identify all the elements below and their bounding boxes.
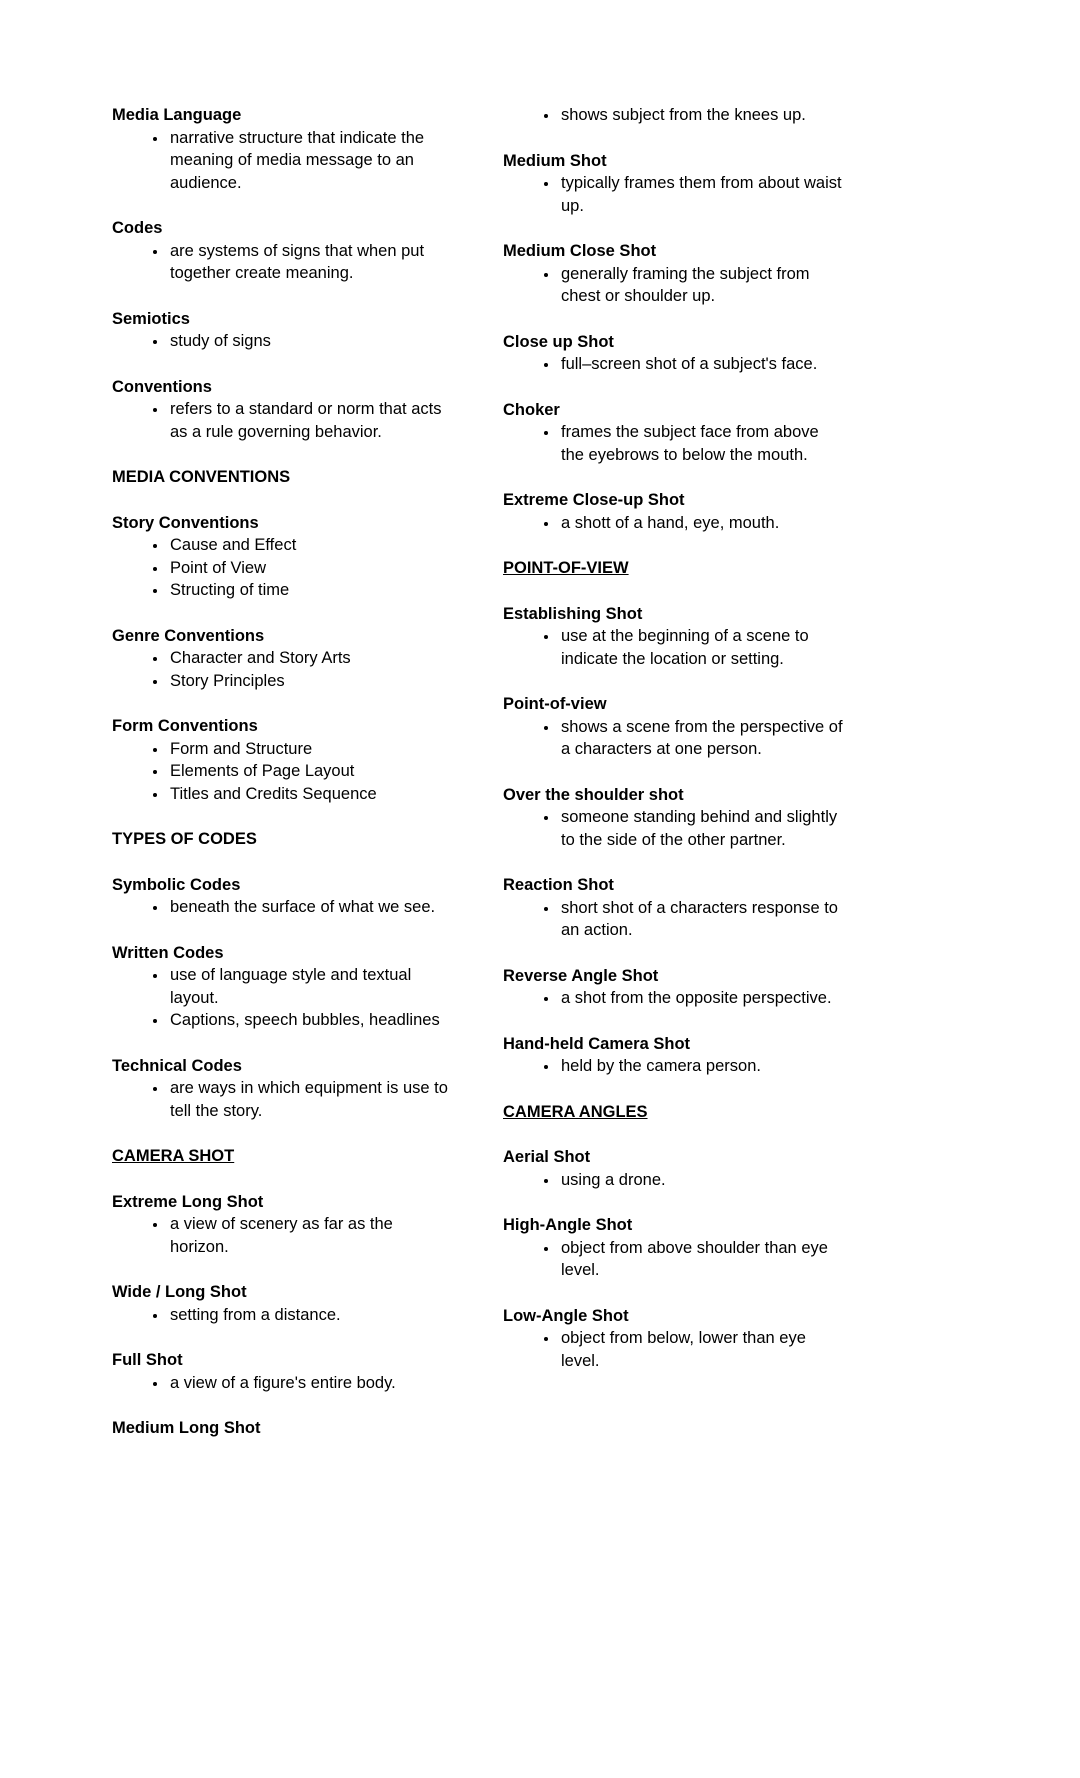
section-heading: TYPES OF CODES bbox=[112, 830, 257, 848]
section-heading: Aerial Shot bbox=[503, 1148, 591, 1166]
bullet-item: • a shott of a hand, eye, mouth. bbox=[559, 512, 844, 535]
section-heading: Written Codes bbox=[112, 943, 224, 962]
bullet-item: • a shot from the opposite perspective. bbox=[559, 987, 844, 1010]
section bbox=[112, 104, 453, 194]
section bbox=[112, 1191, 453, 1259]
section bbox=[112, 715, 453, 805]
section-heading: Genre Conventions bbox=[112, 626, 265, 645]
section bbox=[503, 489, 844, 534]
bullet-item: • Form and Structure bbox=[168, 738, 453, 761]
section bbox=[503, 557, 844, 580]
bullet-list bbox=[112, 1213, 453, 1258]
section bbox=[112, 217, 453, 285]
bullet-item: • shows a scene from the perspective of a characters at one person. bbox=[559, 716, 844, 761]
bullet-list bbox=[112, 896, 453, 919]
section-heading: Medium Close Shot bbox=[503, 242, 657, 260]
bullet-item: • Titles and Credits Sequence bbox=[168, 783, 453, 806]
section bbox=[503, 331, 844, 376]
bullet-item: • using a drone. bbox=[559, 1169, 844, 1192]
section-heading: Wide / Long Shot bbox=[112, 1283, 247, 1301]
column-left bbox=[112, 104, 503, 1463]
section-heading: Extreme Close-up Shot bbox=[503, 491, 685, 509]
bullet-list bbox=[503, 1237, 844, 1282]
section-heading: Hand-held Camera Shot bbox=[503, 1034, 691, 1053]
section-heading: Semiotics bbox=[112, 309, 190, 328]
bullet-item: • study of signs bbox=[168, 330, 453, 353]
bullet-item: • short shot of a characters response to an action. bbox=[559, 897, 844, 942]
section-heading: Medium Long Shot bbox=[112, 1419, 261, 1437]
bullet-item: • use of language style and textual layout. bbox=[168, 964, 453, 1009]
section bbox=[112, 1281, 453, 1326]
bullet-item: • held by the camera person. bbox=[559, 1055, 844, 1078]
bullet-list bbox=[503, 625, 844, 670]
section bbox=[503, 240, 844, 308]
bullet-list bbox=[503, 716, 844, 761]
bullet-list bbox=[112, 534, 453, 602]
section bbox=[112, 828, 453, 851]
bullet-list bbox=[112, 647, 453, 692]
section bbox=[112, 1055, 453, 1123]
section-heading-underlined: CAMERA SHOT bbox=[112, 1147, 235, 1165]
bullet-item: • use at the beginning of a scene to indicate the location or setting. bbox=[559, 625, 844, 670]
bullet-item: • a view of a figure's entire body. bbox=[168, 1372, 453, 1395]
bullet-item: • Cause and Effect bbox=[168, 534, 453, 557]
section bbox=[503, 1214, 844, 1282]
bullet-list bbox=[503, 1169, 844, 1192]
section-heading: Low-Angle Shot bbox=[503, 1306, 629, 1325]
section-heading: Media Language bbox=[112, 106, 242, 124]
section bbox=[503, 1033, 844, 1078]
bullet-list bbox=[503, 897, 844, 942]
section-heading: Close up Shot bbox=[503, 332, 614, 351]
section-heading: Technical Codes bbox=[112, 1056, 242, 1075]
section bbox=[112, 1145, 453, 1168]
section bbox=[503, 965, 844, 1010]
bullet-item: • shows subject from the knees up. bbox=[559, 104, 844, 127]
bullet-list bbox=[112, 240, 453, 285]
section bbox=[503, 399, 844, 467]
bullet-item: • frames the subject face from above the eyebrows to below the mouth. bbox=[559, 421, 844, 466]
bullet-list bbox=[503, 512, 844, 535]
bullet-item: • typically frames them from about waist up. bbox=[559, 172, 844, 217]
section-heading: Over the shoulder shot bbox=[503, 785, 684, 804]
section bbox=[112, 942, 453, 1032]
section bbox=[503, 874, 844, 942]
section-heading: MEDIA CONVENTIONS bbox=[112, 468, 291, 486]
bullet-item: • Story Principles bbox=[168, 670, 453, 693]
bullet-list bbox=[503, 1055, 844, 1078]
bullet-item: • beneath the surface of what we see. bbox=[168, 896, 453, 919]
bullet-list bbox=[503, 104, 844, 127]
bullet-list bbox=[503, 1327, 844, 1372]
bullet-item: • a view of scenery as far as the horizon. bbox=[168, 1213, 453, 1258]
section bbox=[112, 308, 453, 353]
section-heading: Story Conventions bbox=[112, 513, 259, 532]
section bbox=[112, 376, 453, 444]
bullet-item: • Captions, speech bubbles, headlines bbox=[168, 1009, 453, 1032]
bullet-item: • Character and Story Arts bbox=[168, 647, 453, 670]
section-heading: Reaction Shot bbox=[503, 876, 614, 894]
bullet-list bbox=[112, 1304, 453, 1327]
bullet-list bbox=[112, 398, 453, 443]
column-right bbox=[503, 104, 894, 1395]
bullet-list bbox=[112, 330, 453, 353]
bullet-item: • full–screen shot of a subject's face. bbox=[559, 353, 844, 376]
section-heading: Codes bbox=[112, 219, 163, 237]
section-heading: Medium Shot bbox=[503, 151, 607, 170]
section bbox=[112, 466, 453, 489]
section-heading: Reverse Angle Shot bbox=[503, 966, 659, 985]
section bbox=[112, 1349, 453, 1394]
section bbox=[503, 1101, 844, 1124]
bullet-item: • refers to a standard or norm that acts as a rule governing behavior. bbox=[168, 398, 453, 443]
section-heading: Conventions bbox=[112, 377, 212, 396]
section-heading: Point-of-view bbox=[503, 695, 607, 713]
bullet-item: • narrative structure that indicate the meaning of media message to an audience. bbox=[168, 127, 453, 195]
section-heading-underlined: CAMERA ANGLES bbox=[503, 1102, 648, 1121]
section-heading: Full Shot bbox=[112, 1351, 183, 1369]
bullet-list bbox=[112, 964, 453, 1032]
section bbox=[112, 1417, 453, 1440]
bullet-item: • are ways in which equipment is use to tell the story. bbox=[168, 1077, 453, 1122]
section-heading: Establishing Shot bbox=[503, 604, 643, 623]
bullet-item: • object from below, lower than eye level. bbox=[559, 1327, 844, 1372]
bullet-item: • object from above shoulder than eye level. bbox=[559, 1237, 844, 1282]
section bbox=[112, 625, 453, 693]
bullet-list bbox=[503, 353, 844, 376]
section-heading: High-Angle Shot bbox=[503, 1216, 633, 1234]
bullet-list bbox=[112, 1372, 453, 1395]
section-heading: Extreme Long Shot bbox=[112, 1192, 264, 1211]
bullet-list bbox=[112, 738, 453, 806]
section bbox=[112, 512, 453, 602]
section-heading: Choker bbox=[503, 400, 560, 419]
section bbox=[503, 150, 844, 218]
bullet-item: • Elements of Page Layout bbox=[168, 760, 453, 783]
bullet-item: • setting from a distance. bbox=[168, 1304, 453, 1327]
section bbox=[503, 603, 844, 671]
section bbox=[503, 1305, 844, 1373]
document-columns bbox=[112, 104, 1080, 1463]
bullet-item: • someone standing behind and slightly to the side of the other partner. bbox=[559, 806, 844, 851]
bullet-list bbox=[503, 263, 844, 308]
bullet-list bbox=[503, 987, 844, 1010]
section-heading: Form Conventions bbox=[112, 717, 258, 735]
bullet-list bbox=[503, 806, 844, 851]
bullet-list bbox=[112, 127, 453, 195]
bullet-list bbox=[503, 172, 844, 217]
bullet-item: • Structing of time bbox=[168, 579, 453, 602]
section-heading-underlined: POINT-OF-VIEW bbox=[503, 559, 629, 577]
section-heading: Symbolic Codes bbox=[112, 875, 241, 894]
section bbox=[112, 874, 453, 919]
section bbox=[503, 1146, 844, 1191]
bullet-list bbox=[503, 421, 844, 466]
section bbox=[503, 784, 844, 852]
section bbox=[503, 693, 844, 761]
bullet-item: • are systems of signs that when put together create meaning. bbox=[168, 240, 453, 285]
section bbox=[503, 104, 844, 127]
bullet-list bbox=[112, 1077, 453, 1122]
bullet-item: • Point of View bbox=[168, 557, 453, 580]
bullet-item: • generally framing the subject from chest or shoulder up. bbox=[559, 263, 844, 308]
